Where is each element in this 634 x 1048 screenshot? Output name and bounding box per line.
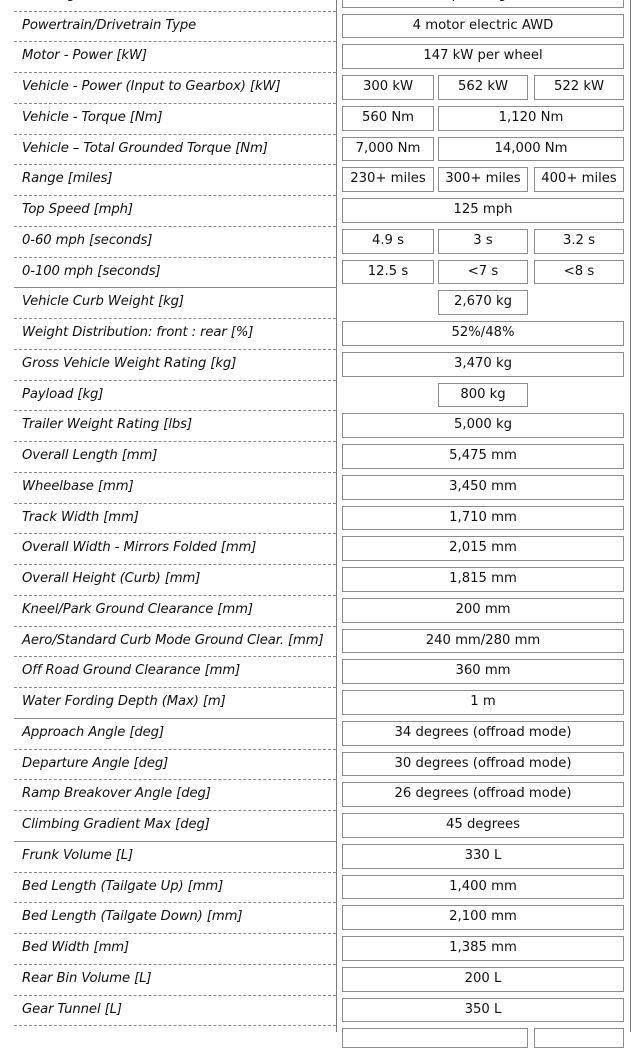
row-value-2: <7 s [438,260,528,285]
row-value: 4 motor electric AWD [342,14,624,39]
row-value: 2,100 mm [342,905,624,930]
row-value-1: 300 kW [342,75,434,100]
row-value: 52%/48% [342,321,624,346]
row-separator [14,1025,336,1026]
row-value-2: 1,120 Nm [438,106,624,131]
row-label: Motor - Power [kW] [22,48,147,64]
row-label: Bed Length (Tailgate Down) [mm] [22,909,243,925]
row-value-3: <8 s [534,260,624,285]
row-value: 45 degrees [342,813,624,838]
row-label: Range [miles] [22,171,113,187]
row-value: 1,710 mm [342,506,624,531]
row-value-3: 400+ miles [534,167,624,192]
row-label: Payload [kg] [22,386,104,402]
row-value: 26 degrees (offroad mode) [342,782,624,807]
row-value-2: 14,000 Nm [438,137,624,162]
row-value: 330 L [342,844,624,869]
row-label: Bed Width [mm] [22,940,130,955]
row-value: 350 L [342,998,624,1023]
row-label: Vehicle – Total Grounded Torque [Nm] [22,140,268,156]
row-value: 2,670 kg [438,290,528,315]
row-value [342,0,624,8]
row-label: Weight Distribution: front : rear [%] [22,325,254,340]
row-value: 3,470 kg [342,352,624,377]
row-label: Departure Angle [deg] [22,755,169,771]
row-value: 240 mm/280 mm [342,629,624,654]
row-value-2: 3 s [438,229,528,254]
row-label: Bed Length (Tailgate Up) [mm] [22,878,224,894]
row-label: Approach Angle [deg] [22,724,165,740]
row-value-3: 3.2 s [534,229,624,254]
row-value-partial [342,1028,528,1048]
row-value: 360 mm [342,659,624,684]
row-value: 800 kg [438,383,528,408]
row-label: Overall Length [mm] [22,448,158,463]
row-label: Wheelbase [mm] [22,478,134,494]
row-value: 30 degrees (offroad mode) [342,752,624,777]
row-label: Vehicle - Power (Input to Gearbox) [kW] [22,79,281,94]
row-label: Gross Vehicle Weight Rating [kg] [22,355,237,371]
row-label: Ramp Breakover Angle [deg] [22,786,211,802]
row-label: 0-60 mph [seconds] [22,232,153,248]
row-label-passengers [22,0,121,11]
row-value: 200 L [342,967,624,992]
row-label: Off Road Ground Clearance [mm] [22,663,241,679]
row-value-2: 562 kW [438,75,528,100]
row-value-1: 230+ miles [342,167,434,192]
row-label: Vehicle - Torque [Nm] [22,109,163,125]
row-value: 200 mm [342,598,624,623]
row-label: Trailer Weight Rating [lbs] [22,417,192,433]
row-label: Aero/Standard Curb Mode Ground Clear. [mm] [22,632,324,648]
row-label: Vehicle Curb Weight [kg] [22,294,184,310]
row-label: Overall Height (Curb) [mm] [22,571,201,586]
row-value: 5,000 kg [342,413,624,438]
row-value-3: 522 kW [534,75,624,100]
row-value-1: 12.5 s [342,260,434,285]
row-value-1: 7,000 Nm [342,137,434,162]
row-value-1: 560 Nm [342,106,434,131]
row-value: 147 kW per wheel [342,44,624,69]
row-value: 1 m [342,690,624,715]
row-label: Water Fording Depth (Max) [m] [22,694,226,709]
row-label: Overall Width - Mirrors Folded [mm] [22,540,257,556]
spec-row-vehicle-curb-weight-kg [0,287,634,318]
row-value: 5,475 mm [342,444,624,469]
row-value: 1,815 mm [342,567,624,592]
row-value: 34 degrees (offroad mode) [342,721,624,746]
row-label: Gear Tunnel [L] [22,1001,122,1017]
row-value: 125 mph [342,198,624,223]
row-label: 0-100 mph [seconds] [22,263,161,279]
row-value-partial [534,1028,624,1048]
row-value: 3,450 mm [342,475,624,500]
row-value: 2,015 mm [342,536,624,561]
row-value-2: 300+ miles [438,167,528,192]
row-value: 1,400 mm [342,875,624,900]
row-value: 1,385 mm [342,936,624,961]
row-label: Top Speed [mph] [22,202,133,217]
row-label: Frunk Volume [L] [22,847,134,863]
row-label: Track Width [mm] [22,509,139,525]
row-value-1: 4.9 s [342,229,434,254]
spec-row-payload-kg [0,380,634,411]
row-label: Rear Bin Volume [L] [22,970,152,986]
row-label: Powertrain/Drivetrain Type [22,17,197,33]
row-label: Climbing Gradient Max [deg] [22,817,210,832]
row-label: Kneel/Park Ground Clearance [mm] [22,601,253,617]
